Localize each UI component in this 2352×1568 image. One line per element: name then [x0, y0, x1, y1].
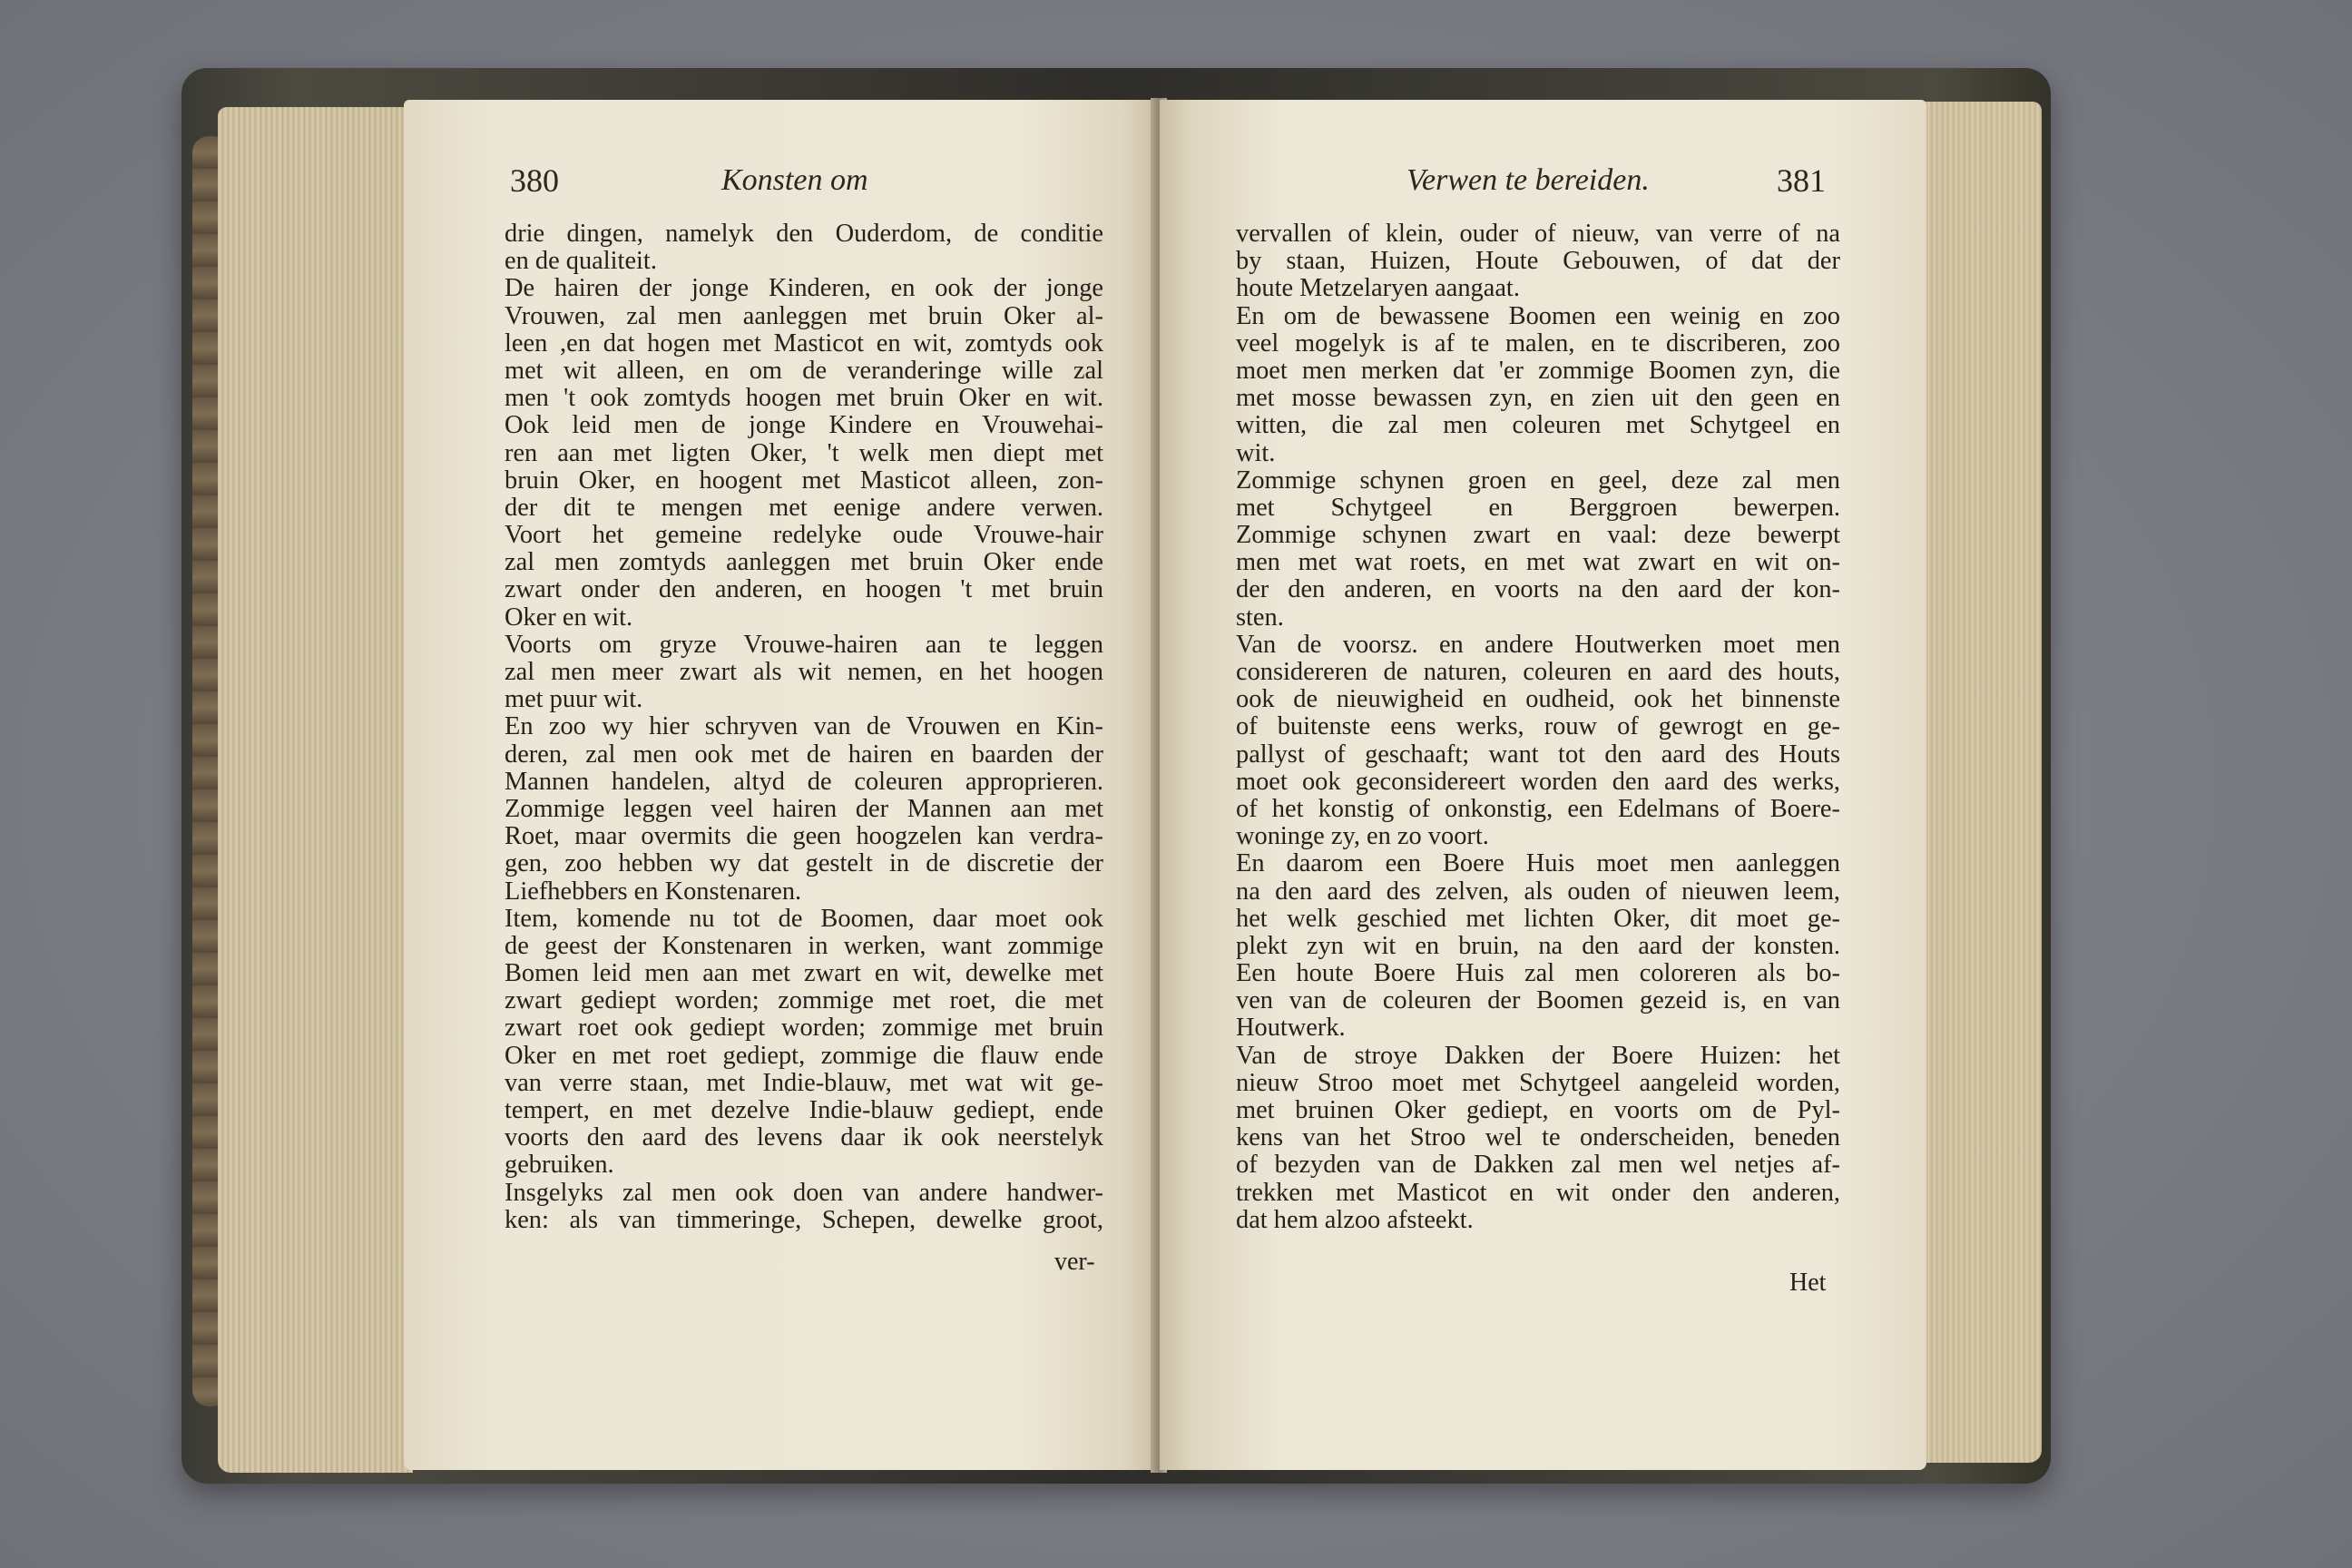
- text-line: plekt zyn wit en bruin, na den aard der konsten.: [1236, 931, 1840, 960]
- text-line: dat hem alzoo afsteekt.: [1236, 1205, 1474, 1234]
- text-line: met bruinen Oker gediept, en voorts om de Pyl-: [1236, 1096, 1840, 1124]
- text-line: voorts den aard des levens daar ik ook neerstelyk: [505, 1123, 1103, 1152]
- text-line: Oker en wit.: [505, 603, 633, 632]
- text-line: zwart gediept worden; zommige met roet, die met: [505, 986, 1103, 1015]
- text-line: zal men meer zwart als wit nemen, en het hoogen: [505, 658, 1103, 686]
- page-block-right: [1924, 102, 2042, 1463]
- left-page-text: [505, 220, 1103, 1234]
- text-line: met puur wit.: [505, 685, 643, 714]
- text-line: de geest der Konstenaren in werken, want zommige: [505, 931, 1103, 960]
- text-line: gebruiken.: [505, 1151, 614, 1180]
- text-line: men 't ook zomtyds hoogen met bruin Oker en wit.: [505, 384, 1103, 413]
- right-page-number: 381: [1777, 162, 1826, 199]
- text-line: Liefhebbers en Konstenaren.: [505, 877, 802, 906]
- text-line: Voort het gemeine redelyke oude Vrouwe-hair: [505, 521, 1103, 550]
- right-running-head: Verwen te bereiden.: [1406, 163, 1650, 197]
- text-line: men met wat roets, en met wat zwart en wit on-: [1236, 548, 1840, 577]
- left-catchword: ver-: [1054, 1248, 1095, 1276]
- text-line: Van de stroye Dakken der Boere Huizen: het: [1236, 1041, 1840, 1070]
- left-running-head: Konsten om: [721, 163, 868, 197]
- text-line: trekken met Masticot en wit onder den anderen,: [1236, 1178, 1840, 1207]
- text-line: Bomen leid men aan met zwart en wit, dewelke met: [505, 959, 1103, 988]
- text-line: veel mogelyk is af te malen, en te discriberen, zoo: [1236, 328, 1840, 358]
- text-line: drie dingen, namelyk den Ouderdom, de conditie: [505, 220, 1103, 248]
- text-line: na den aard des zelven, als ouden of nieuwen leem,: [1236, 877, 1840, 906]
- text-line: zal men zomtyds aanleggen met bruin Oker ende: [505, 548, 1103, 577]
- left-page-number: 380: [510, 162, 559, 199]
- text-line: of buitenste eens werks, rouw of gewrogt en ge-: [1236, 712, 1840, 741]
- text-line: houte Metzelaryen aangaat.: [1236, 274, 1520, 303]
- text-line: Ook leid men de jonge Kindere en Vrouwehai-: [505, 411, 1103, 440]
- text-line: der dit te mengen met eenige andere verwen.: [505, 493, 1103, 522]
- text-line: Een houte Boere Huis zal men coloreren als bo-: [1236, 959, 1840, 988]
- text-line: Houtwerk.: [1236, 1014, 1346, 1043]
- text-line: met Schytgeel en Berggroen bewerpen.: [1236, 493, 1840, 522]
- text-line: Zommige schynen zwart en vaal: deze bewerpt: [1236, 521, 1840, 550]
- text-line: gen, zoo hebben wy dat gestelt in de discretie der: [505, 849, 1103, 878]
- text-line: Zommige schynen groen en geel, deze zal men: [1236, 466, 1840, 495]
- text-line: En daarom een Boere Huis moet men aanleggen: [1236, 849, 1840, 878]
- text-line: Van de voorsz. en andere Houtwerken moet men: [1236, 630, 1840, 659]
- text-line: vervallen of klein, ouder of nieuw, van verre of na: [1236, 220, 1840, 248]
- text-line: Roet, maar overmits die geen hoogzelen kan verdra-: [505, 822, 1103, 851]
- text-line: wit.: [1236, 438, 1276, 467]
- text-line: tempert, en met dezelve Indie-blauw gediept, ende: [505, 1096, 1103, 1124]
- text-line: Mannen handelen, altyd de coleuren approprieren.: [505, 767, 1103, 796]
- text-line: leen ,en dat hogen met Masticot en wit, zomtyds ook: [505, 328, 1103, 358]
- text-line: of het konstig of onkonstig, een Edelmans of Boere-: [1236, 794, 1840, 823]
- text-line: ren aan met ligten Oker, 't welk men diept met: [505, 438, 1103, 467]
- text-line: moet ook geconsidereert worden den aard des werks,: [1236, 767, 1840, 796]
- text-line: En om de bewassene Boomen een weinig en zoo: [1236, 301, 1840, 330]
- right-catchword: Het: [1789, 1269, 1827, 1297]
- text-line: en de qualiteit.: [505, 247, 657, 276]
- text-line: ken: als van timmeringe, Schepen, dewelke groot,: [505, 1205, 1103, 1234]
- text-line: Zommige leggen veel hairen der Mannen aan met: [505, 794, 1103, 823]
- text-line: En zoo wy hier schryven van de Vrouwen en Kin-: [505, 712, 1103, 741]
- text-line: Oker en met roet gediept, zommige die flauw ende: [505, 1041, 1103, 1070]
- text-line: of bezyden van de Dakken zal men wel netjes af-: [1236, 1151, 1840, 1180]
- text-line: deren, zal men ook met de hairen en baarden der: [505, 740, 1103, 769]
- text-line: by staan, Huizen, Houte Gebouwen, of dat der: [1236, 247, 1840, 276]
- text-line: Voorts om gryze Vrouwe-hairen aan te leggen: [505, 630, 1103, 659]
- text-line: met mosse bewassen zyn, en zien uit den geen en: [1236, 384, 1840, 413]
- right-page-text: [1236, 220, 1840, 1234]
- text-line: ook de nieuwigheid en oudheid, ook het binnenste: [1236, 685, 1840, 714]
- text-line: woninge zy, en zo voort.: [1236, 822, 1489, 851]
- text-line: ven van de coleuren der Boomen gezeid is, en van: [1236, 986, 1840, 1015]
- text-line: sten.: [1236, 603, 1284, 632]
- text-line: Item, komende nu tot de Boomen, daar moet ook: [505, 904, 1103, 933]
- text-line: van verre staan, met Indie-blauw, met wat wit ge-: [505, 1068, 1103, 1097]
- text-line: nieuw Stroo moet met Schytgeel aangeleid worden,: [1236, 1068, 1840, 1097]
- text-line: witten, die zal men coleuren met Schytgeel en: [1236, 411, 1840, 440]
- text-line: zwart roet ook gediept worden; zommige met bruin: [505, 1014, 1103, 1043]
- text-line: bruin Oker, en hoogent met Masticot alleen, zon-: [505, 466, 1103, 495]
- text-line: Insgelyks zal men ook doen van andere handwer-: [505, 1178, 1103, 1207]
- text-line: moet men merken dat 'er zommige Boomen zyn, die: [1236, 356, 1840, 385]
- page-block-left: [218, 107, 413, 1473]
- text-line: het welk geschied met lichten Oker, dit moet ge-: [1236, 904, 1840, 933]
- text-line: pallyst of geschaaft; want tot den aard des Houts: [1236, 740, 1840, 769]
- text-line: Vrouwen, zal men aanleggen met bruin Oker al-: [505, 301, 1103, 330]
- text-line: der den anderen, en voorts na den aard der kon-: [1236, 575, 1840, 604]
- text-line: met wit alleen, en om de veranderinge wille zal: [505, 356, 1103, 385]
- text-line: considereren de naturen, coleuren en aard des houts,: [1236, 658, 1840, 686]
- text-line: kens van het Stroo wel te onderscheiden, beneden: [1236, 1123, 1840, 1152]
- text-line: zwart onder den anderen, en hoogen 't met bruin: [505, 575, 1103, 604]
- text-line: De hairen der jonge Kinderen, en ook der jonge: [505, 274, 1103, 303]
